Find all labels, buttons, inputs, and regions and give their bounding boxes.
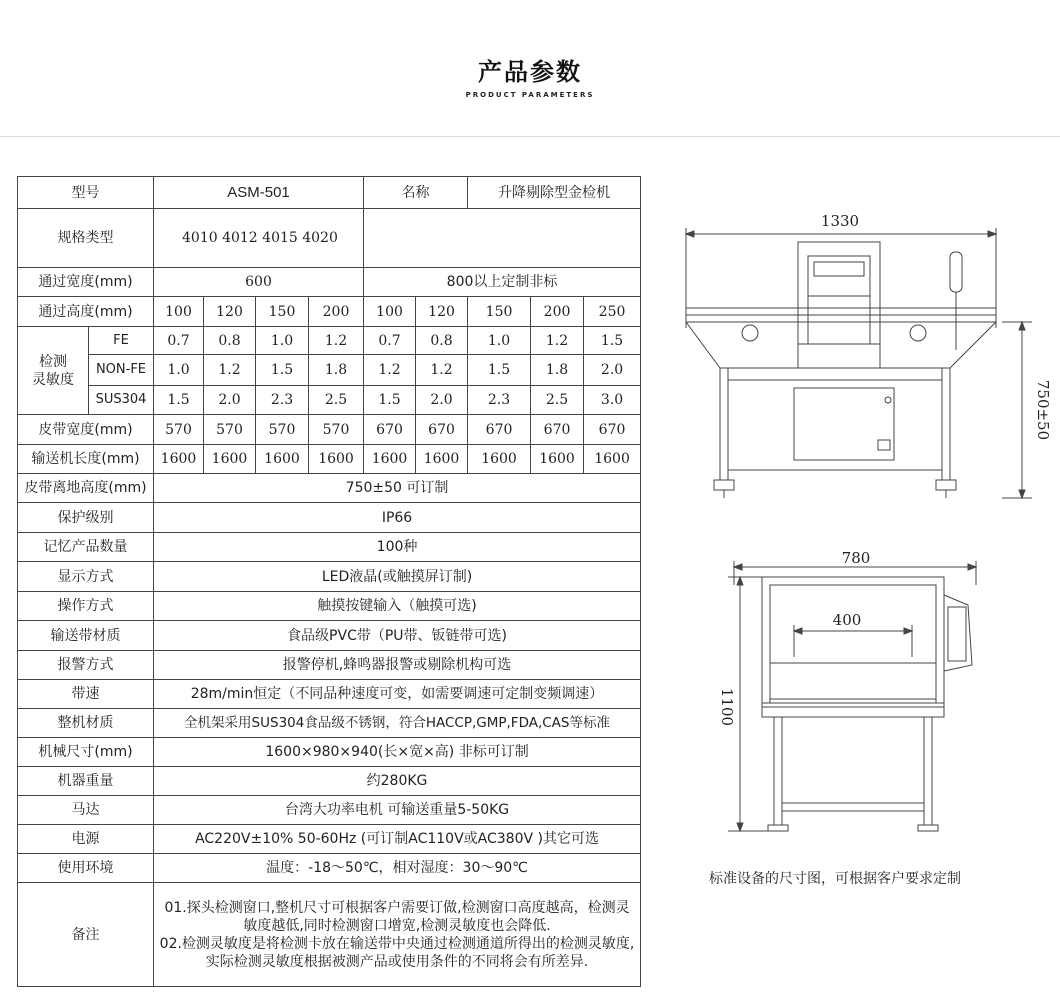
width-value-a: 600 [154, 268, 364, 297]
row-value-protection: IP66 [154, 503, 641, 533]
row-value-display: LED液晶(或触摸屏订制) [154, 562, 641, 592]
row-label-environment: 使用环境 [18, 854, 154, 883]
sus-label: SUS304 [89, 386, 154, 415]
sus-cell: 2.5 [531, 386, 584, 415]
sus-row [18, 386, 641, 415]
row-value-belt-material: 食品级PVC带（PU带、钣链带可选) [154, 621, 641, 651]
page-title: 产品参数 [478, 58, 582, 86]
nonfe-row [18, 355, 641, 386]
belt-width-cell: 570 [309, 415, 364, 445]
drawing-caption: 标准设备的尺寸图，可根据客户要求定制 [709, 871, 961, 887]
row-value-dimensions: 1600×980×940(长×宽×高) 非标可订制 [154, 738, 641, 767]
sus-cell: 2.5 [309, 386, 364, 415]
fe-cell: 0.8 [204, 327, 256, 355]
note-line-2: 02.检测灵敏度是将检测卡放在输送带中央通过检测通道所得出的检测灵敏度,实际检测灵敏度根据被测产品或使用条件的不同将会有所差异. [159, 935, 635, 970]
sus-cell: 2.3 [468, 386, 531, 415]
front-view-drawing [650, 200, 1060, 530]
fe-label: FE [89, 327, 154, 355]
fe-cell: 0.8 [416, 327, 468, 355]
row-value-motor: 台湾大功率电机 可输送重量5-50KG [154, 796, 641, 825]
sus-cell: 2.0 [416, 386, 468, 415]
row-label-protection: 保护级别 [18, 503, 154, 533]
height-cell: 200 [531, 297, 584, 327]
row-value-alarm: 报警停机,蜂鸣器报警或剔除机构可选 [154, 651, 641, 680]
belt-width-cell: 670 [468, 415, 531, 445]
row-label-weight: 机器重量 [18, 767, 154, 796]
nonfe-cell: 1.2 [364, 355, 416, 386]
row-value-environment: 温度：-18～50℃，相对湿度：30～90℃ [154, 854, 641, 883]
height-cell: 200 [309, 297, 364, 327]
belt-width-cell: 570 [154, 415, 204, 445]
row-label-memory: 记忆产品数量 [18, 533, 154, 562]
side-inner-dimension: 400 [832, 611, 862, 629]
fe-row [18, 327, 641, 355]
sensitivity-label-line1: 检测 [39, 353, 67, 370]
nonfe-cell: 1.8 [531, 355, 584, 386]
belt-width-cell: 670 [416, 415, 468, 445]
belt-width-cell: 670 [584, 415, 641, 445]
conveyor-length-cell: 1600 [584, 445, 641, 474]
height-cell: 150 [256, 297, 309, 327]
note-text [154, 883, 641, 987]
name-label: 名称 [364, 177, 468, 209]
row-label-material: 整机材质 [18, 709, 154, 738]
nonfe-cell: 1.5 [468, 355, 531, 386]
height-cell: 100 [154, 297, 204, 327]
name-value: 升降剔除型金检机 [468, 177, 641, 209]
sus-cell: 1.5 [364, 386, 416, 415]
conveyor-length-cell: 1600 [256, 445, 309, 474]
height-cell: 120 [204, 297, 256, 327]
height-label: 通过高度(mm) [18, 297, 154, 327]
sensitivity-label-line2: 灵敏度 [32, 371, 74, 388]
height-cell: 120 [416, 297, 468, 327]
sus-cell: 1.5 [154, 386, 204, 415]
sus-cell: 2.3 [256, 386, 309, 415]
row-value-belt-height: 750±50 可订制 [154, 474, 641, 503]
fe-cell: 1.0 [256, 327, 309, 355]
row-value-memory: 100种 [154, 533, 641, 562]
row-label-speed: 带速 [18, 680, 154, 709]
row-label-motor: 马达 [18, 796, 154, 825]
belt-width-row [18, 415, 641, 445]
belt-width-label: 皮带宽度(mm) [18, 415, 154, 445]
model-label: 型号 [18, 177, 154, 209]
height-row [18, 297, 641, 327]
conveyor-length-cell: 1600 [531, 445, 584, 474]
row-label-belt-height: 皮带离地高度(mm) [18, 474, 154, 503]
height-cell: 250 [584, 297, 641, 327]
header-divider [0, 136, 1060, 137]
conveyor-length-cell: 1600 [416, 445, 468, 474]
front-width-dimension: 1330 [820, 212, 860, 230]
side-width-dimension: 780 [841, 549, 871, 567]
fe-cell: 1.2 [309, 327, 364, 355]
sensitivity-label [18, 327, 89, 415]
sus-cell: 2.0 [204, 386, 256, 415]
row-value-weight: 约280KG [154, 767, 641, 796]
width-label: 通过宽度(mm) [18, 268, 154, 297]
fe-cell: 0.7 [364, 327, 416, 355]
nonfe-cell: 1.2 [204, 355, 256, 386]
conveyor-length-label: 输送机长度(mm) [18, 445, 154, 474]
fe-cell: 0.7 [154, 327, 204, 355]
nonfe-cell: 2.0 [584, 355, 641, 386]
fe-cell: 1.0 [468, 327, 531, 355]
nonfe-cell: 1.2 [416, 355, 468, 386]
belt-width-cell: 670 [364, 415, 416, 445]
row-label-power: 电源 [18, 825, 154, 854]
fe-cell: 1.5 [584, 327, 641, 355]
front-height-dimension: 750±50 [1034, 379, 1052, 441]
spec-value: 4010 4012 4015 4020 [154, 209, 364, 268]
side-height-dimension: 1100 [718, 687, 736, 727]
nonfe-cell: 1.8 [309, 355, 364, 386]
nonfe-cell: 1.5 [256, 355, 309, 386]
width-value-b: 800以上定制非标 [364, 268, 641, 297]
row-value-material: 全机架采用SUS304食品级不锈钢，符合HACCP,GMP,FDA,CAS等标准 [154, 709, 641, 738]
conveyor-length-cell: 1600 [468, 445, 531, 474]
page-subtitle: PRODUCT PARAMETERS [465, 91, 595, 99]
conveyor-length-cell: 1600 [309, 445, 364, 474]
conveyor-length-cell: 1600 [204, 445, 256, 474]
row-label-alarm: 报警方式 [18, 651, 154, 680]
spec-empty [364, 209, 641, 268]
row-value-operation: 触摸按键输入（触摸可选) [154, 592, 641, 621]
side-view-drawing [650, 545, 1060, 845]
nonfe-cell: 1.0 [154, 355, 204, 386]
row-label-operation: 操作方式 [18, 592, 154, 621]
note-label: 备注 [18, 883, 154, 987]
conveyor-length-cell: 1600 [364, 445, 416, 474]
row-value-power: AC220V±10% 50-60Hz (可订制AC110V或AC380V )其它可选 [154, 825, 641, 854]
row-label-display: 显示方式 [18, 562, 154, 592]
nonfe-label: NON-FE [89, 355, 154, 386]
belt-width-cell: 570 [256, 415, 309, 445]
conveyor-length-row [18, 445, 641, 474]
sus-cell: 3.0 [584, 386, 641, 415]
belt-width-cell: 570 [204, 415, 256, 445]
height-cell: 100 [364, 297, 416, 327]
spec-table [17, 176, 641, 987]
row-label-belt-material: 输送带材质 [18, 621, 154, 651]
note-line-1: 01.探头检测窗口,整机尺寸可根据客户需要订做,检测窗口高度越高，检测灵敏度越低,同时检测窗口增宽,检测灵敏度也会降低. [164, 899, 630, 934]
model-value: ASM-501 [154, 177, 364, 209]
row-value-speed: 28m/min恒定（不同品种速度可变，如需要调速可定制变频调速） [154, 680, 641, 709]
belt-width-cell: 670 [531, 415, 584, 445]
conveyor-length-cell: 1600 [154, 445, 204, 474]
fe-cell: 1.2 [531, 327, 584, 355]
row-label-dimensions: 机械尺寸(mm) [18, 738, 154, 767]
spec-label: 规格类型 [18, 209, 154, 268]
height-cell: 150 [468, 297, 531, 327]
